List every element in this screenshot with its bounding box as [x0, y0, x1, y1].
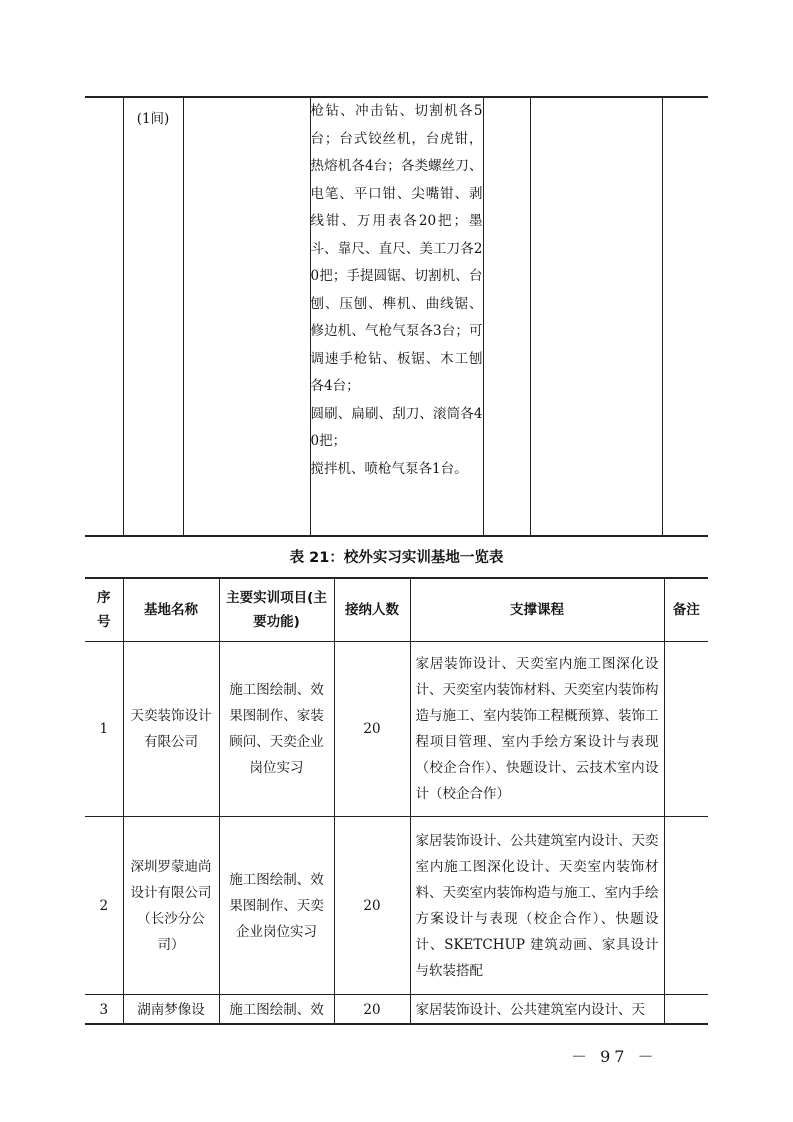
cell-capacity: 20 [334, 817, 410, 995]
cell-note [664, 817, 708, 995]
table-row [85, 642, 708, 817]
equipment-line: 枪钻、冲击钻、切割机各5台；台式铰丝机，台虎钳，热熔机各4台；各类螺丝刀、电笔、平口钳、尖嘴钳、剥线钳、万用表各20把；墨斗、靠尺、直尺、美工刀各20把；手提圆锯、切割机、台刨、压刨、榫机、曲线锯、修边机、气枪气泵各3台；可调速手枪钻、板锯、木工刨各4台； [310, 103, 483, 394]
table-cell [662, 97, 708, 536]
header-base-name: 基地名称 [123, 578, 219, 642]
cell-serial: 3 [85, 995, 123, 1025]
header-capacity: 接纳人数 [334, 578, 410, 642]
offcampus-base-table [85, 577, 708, 1025]
table-row [85, 817, 708, 995]
cell-project: 施工图绘制、效 [219, 995, 334, 1025]
table-cell [85, 97, 123, 536]
table-cell [183, 97, 310, 536]
table-cell [483, 97, 530, 536]
equipment-line: 圆刷、扁刷、刮刀、滚筒各40把； [310, 405, 483, 449]
cell-capacity: 20 [334, 995, 410, 1025]
cell-serial: 2 [85, 817, 123, 995]
table-row [85, 995, 708, 1025]
cell-capacity: 20 [334, 642, 410, 817]
cell-base-name: 天奕装饰设计有限公司 [123, 642, 219, 817]
continued-equipment-table [85, 96, 708, 537]
header-note: 备注 [664, 578, 708, 642]
cell-note [664, 995, 708, 1025]
cell-base-name: 湖南梦像设 [123, 995, 219, 1025]
equipment-line: 搅拌机、喷枪气泵各1台。 [310, 460, 468, 477]
table-cell-room: (1间) [123, 97, 183, 536]
header-courses: 支撑课程 [410, 578, 664, 642]
header-serial: 序号 [85, 578, 123, 642]
cell-courses: 家居装饰设计、公共建筑室内设计、天 [410, 995, 664, 1025]
table-caption: 表 21：校外实习实训基地一览表 [289, 550, 504, 566]
table-header-row [85, 578, 708, 642]
equipment-list-cell [310, 97, 483, 536]
cell-courses: 家居装饰设计、公共建筑室内设计、天奕室内施工图深化设计、天奕室内装饰材料、天奕室内装饰构造与施工、室内手绘方案设计与表现（校企合作）、快题设计、SKETCHUP 建筑动画、家具设计与软装搭配 [410, 817, 664, 995]
page-number: － 97 － [571, 1047, 658, 1066]
cell-project: 施工图绘制、效果图制作、家装顾问、天奕企业岗位实习 [219, 642, 334, 817]
cell-courses: 家居装饰设计、天奕室内施工图深化设计、天奕室内装饰材料、天奕室内装饰构造与施工、室内装饰工程概预算、装饰工程项目管理、室内手绘方案设计与表现（校企合作）、快题设计、云技术室内设计（校企合作） [410, 642, 664, 817]
cell-base-name: 深圳罗蒙迪尚设计有限公司（长沙分公司） [123, 817, 219, 995]
cell-serial: 1 [85, 642, 123, 817]
header-main-project: 主要实训项目(主要功能) [219, 578, 334, 642]
cell-project: 施工图绘制、效果图制作、天奕企业岗位实习 [219, 817, 334, 995]
cell-note [664, 642, 708, 817]
table-cell [530, 97, 662, 536]
